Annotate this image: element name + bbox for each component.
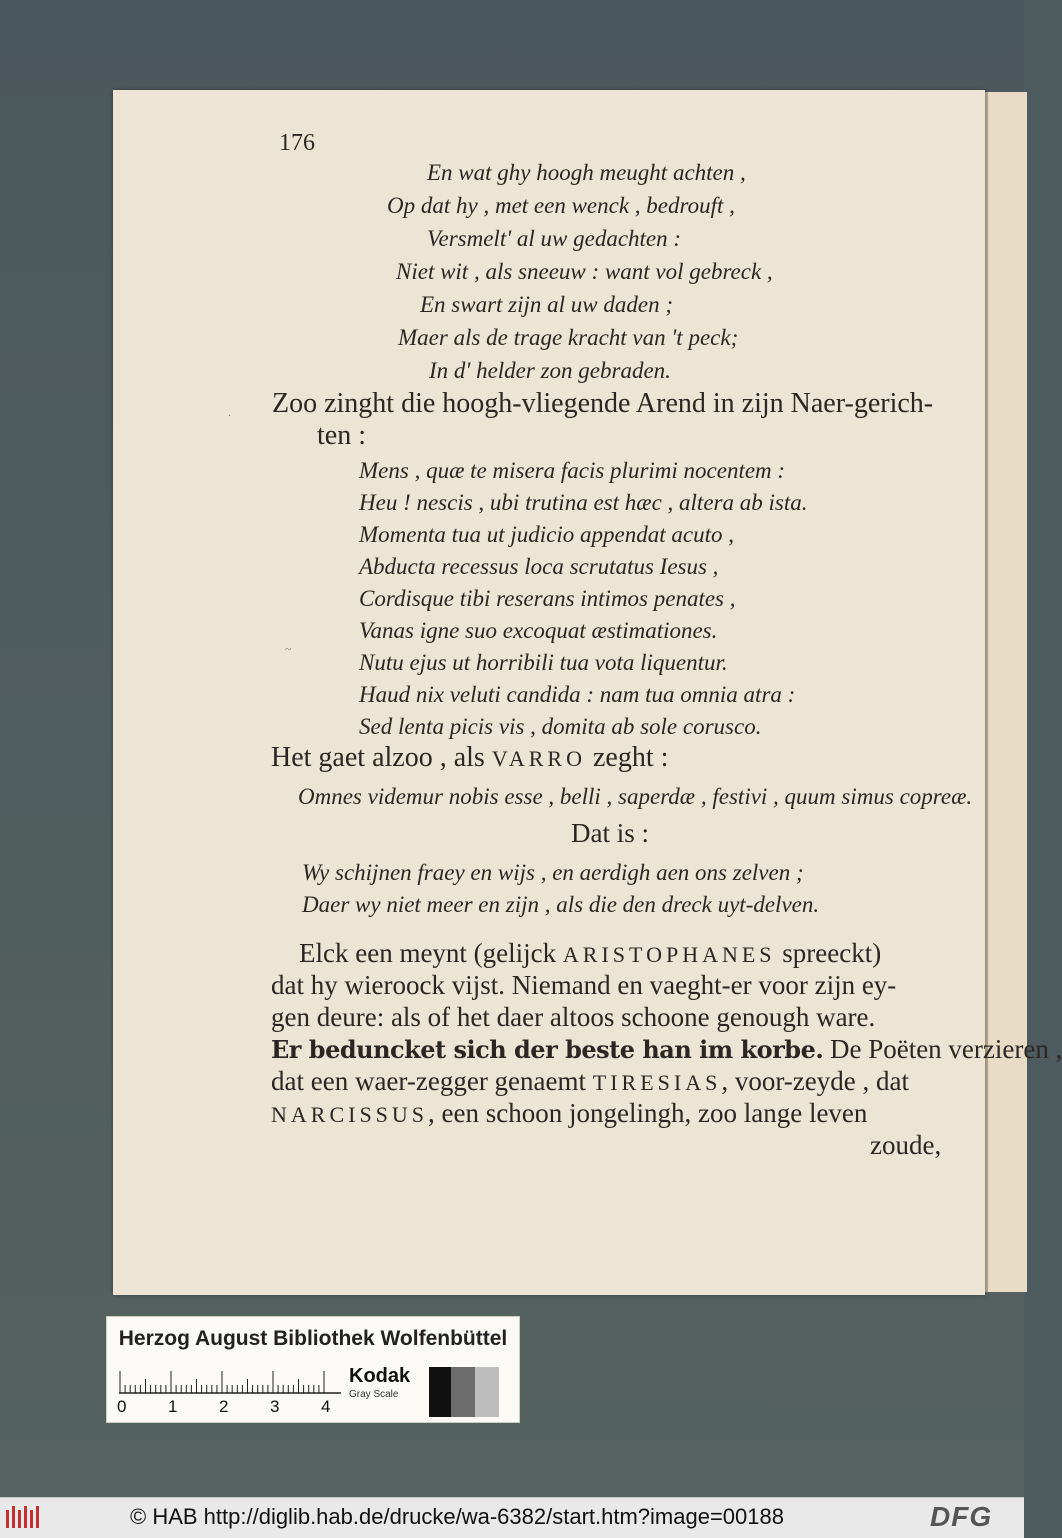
prose-line [271, 1034, 1062, 1065]
dutch-poem-line: En swart zijn al uw daden ; [420, 292, 674, 317]
margin-mark: . [228, 405, 231, 419]
catchword: zoude, [870, 1130, 942, 1160]
omnes-quote: Omnes videmur nobis esse , belli , saperdæ , festivi , quum simus copreæ. [298, 784, 973, 809]
latin-poem-line: Mens , quæ te misera facis plurimi nocentem : [359, 458, 786, 483]
name-tiresias: TIRESIAS [592, 1070, 722, 1095]
prose-line [299, 938, 881, 969]
prose-text-end: , voor-zeyde , dat [721, 1066, 909, 1096]
dutch-poem-line: In d' helder zon gebraden. [429, 358, 671, 383]
copyright-url[interactable]: © HAB http://diglib.hab.de/drucke/wa-6382/start.htm?image=00188 [130, 1504, 784, 1529]
latin-poem-line: Sed lenta picis vis , domita ab sole corusco. [359, 714, 762, 739]
zoo-zinght-line: Zoo zinght die hoogh-vliegende Arend in zijn Naer-gerich- [272, 388, 934, 419]
color-calibration-card [106, 1316, 520, 1423]
dfg-logo: DFG [930, 1501, 993, 1532]
wy-line: Daer wy niet meer en zijn , als die den dreck uyt-delven. [302, 892, 820, 917]
dutch-poem-line: Op dat hy , met een wenck , bedrouft , [387, 193, 735, 218]
facing-page-edge [985, 92, 1027, 1292]
blackletter-proverb: Er beduncket sich der beste han im korbe. [271, 1035, 824, 1064]
dutch-poem-line: En wat ghy hoogh meught achten , [427, 160, 746, 185]
measurement-ruler [119, 1365, 341, 1395]
latin-poem-line: Nutu ejus ut horribili tua vota liquentur. [359, 650, 728, 675]
prose-line [271, 1066, 909, 1097]
dutch-poem-line: Maer als de trage kracht van 't peck; [398, 325, 739, 350]
margin-mark: ~ [285, 642, 292, 656]
gray-swatch [429, 1367, 451, 1417]
prose-text: De Poëten verzieren , [829, 1034, 1062, 1064]
latin-poem-line: Cordisque tibi reserans intimos penates , [359, 586, 736, 611]
prose-line [271, 1098, 867, 1129]
ruler-number: 0 [117, 1397, 127, 1416]
zoo-zinght-line-cont: ten : [317, 420, 366, 451]
prose-text-end: spreeckt) [782, 938, 882, 968]
latin-poem-line: Abducta recessus loca scrutatus Iesus , [359, 554, 719, 579]
prose-text: dat een waer-zegger genaemt [271, 1066, 587, 1096]
het-gaet-text-end: zeght : [593, 742, 669, 773]
prose-text: Elck een meynt (gelijck [299, 938, 557, 968]
wy-line: Wy schijnen fraey en wijs , en aerdigh aen ons zelven ; [302, 860, 804, 885]
barcode-icon [6, 1506, 46, 1530]
het-gaet-line [271, 742, 668, 774]
prose-line: dat hy wieroock vijst. Niemand en vaeght-er voor zijn ey- [271, 970, 897, 1000]
author-name-varro: VARRO [491, 746, 586, 771]
footer-bar [0, 1497, 1024, 1538]
dutch-poem-line: Niet wit , als sneeuw : want vol gebreck , [396, 259, 773, 284]
ruler-number: 4 [321, 1397, 331, 1416]
name-narcissus: NARCISSUS [271, 1102, 429, 1127]
dat-is-heading: Dat is : [571, 818, 649, 848]
prose-line: gen deure: als of het daer altoos schoone genough ware. [271, 1002, 876, 1032]
author-name-aristophanes: ARISTOPHANES [562, 942, 776, 967]
gray-scale-swatches [429, 1367, 499, 1417]
latin-poem-line: Heu ! nescis , ubi trutina est hæc , altera ab ista. [359, 490, 808, 515]
kodak-logo: Kodak [349, 1365, 411, 1387]
ruler-number: 3 [270, 1397, 280, 1416]
gray-swatch [451, 1367, 475, 1417]
latin-poem-line: Vanas igne suo excoquat æstimationes. [359, 618, 718, 643]
gray-swatch [475, 1367, 499, 1417]
page-number: 176 [279, 130, 315, 156]
latin-poem-line: Momenta tua ut judicio appendat acuto , [359, 522, 734, 547]
ruler-number: 1 [168, 1397, 178, 1416]
het-gaet-text: Het gaet alzoo , als [271, 742, 485, 773]
library-name: Herzog August Bibliothek Wolfenbüttel [118, 1327, 508, 1350]
book-page [113, 90, 1062, 1295]
latin-poem-line: Haud nix veluti candida : nam tua omnia atra : [359, 682, 796, 707]
dutch-poem-line: Versmelt' al uw gedachten : [427, 226, 682, 251]
ruler-number: 2 [219, 1397, 229, 1416]
gray-scale-label: Gray Scale [349, 1389, 399, 1400]
prose-text: , een schoon jongelingh, zoo lange leven [428, 1098, 868, 1128]
